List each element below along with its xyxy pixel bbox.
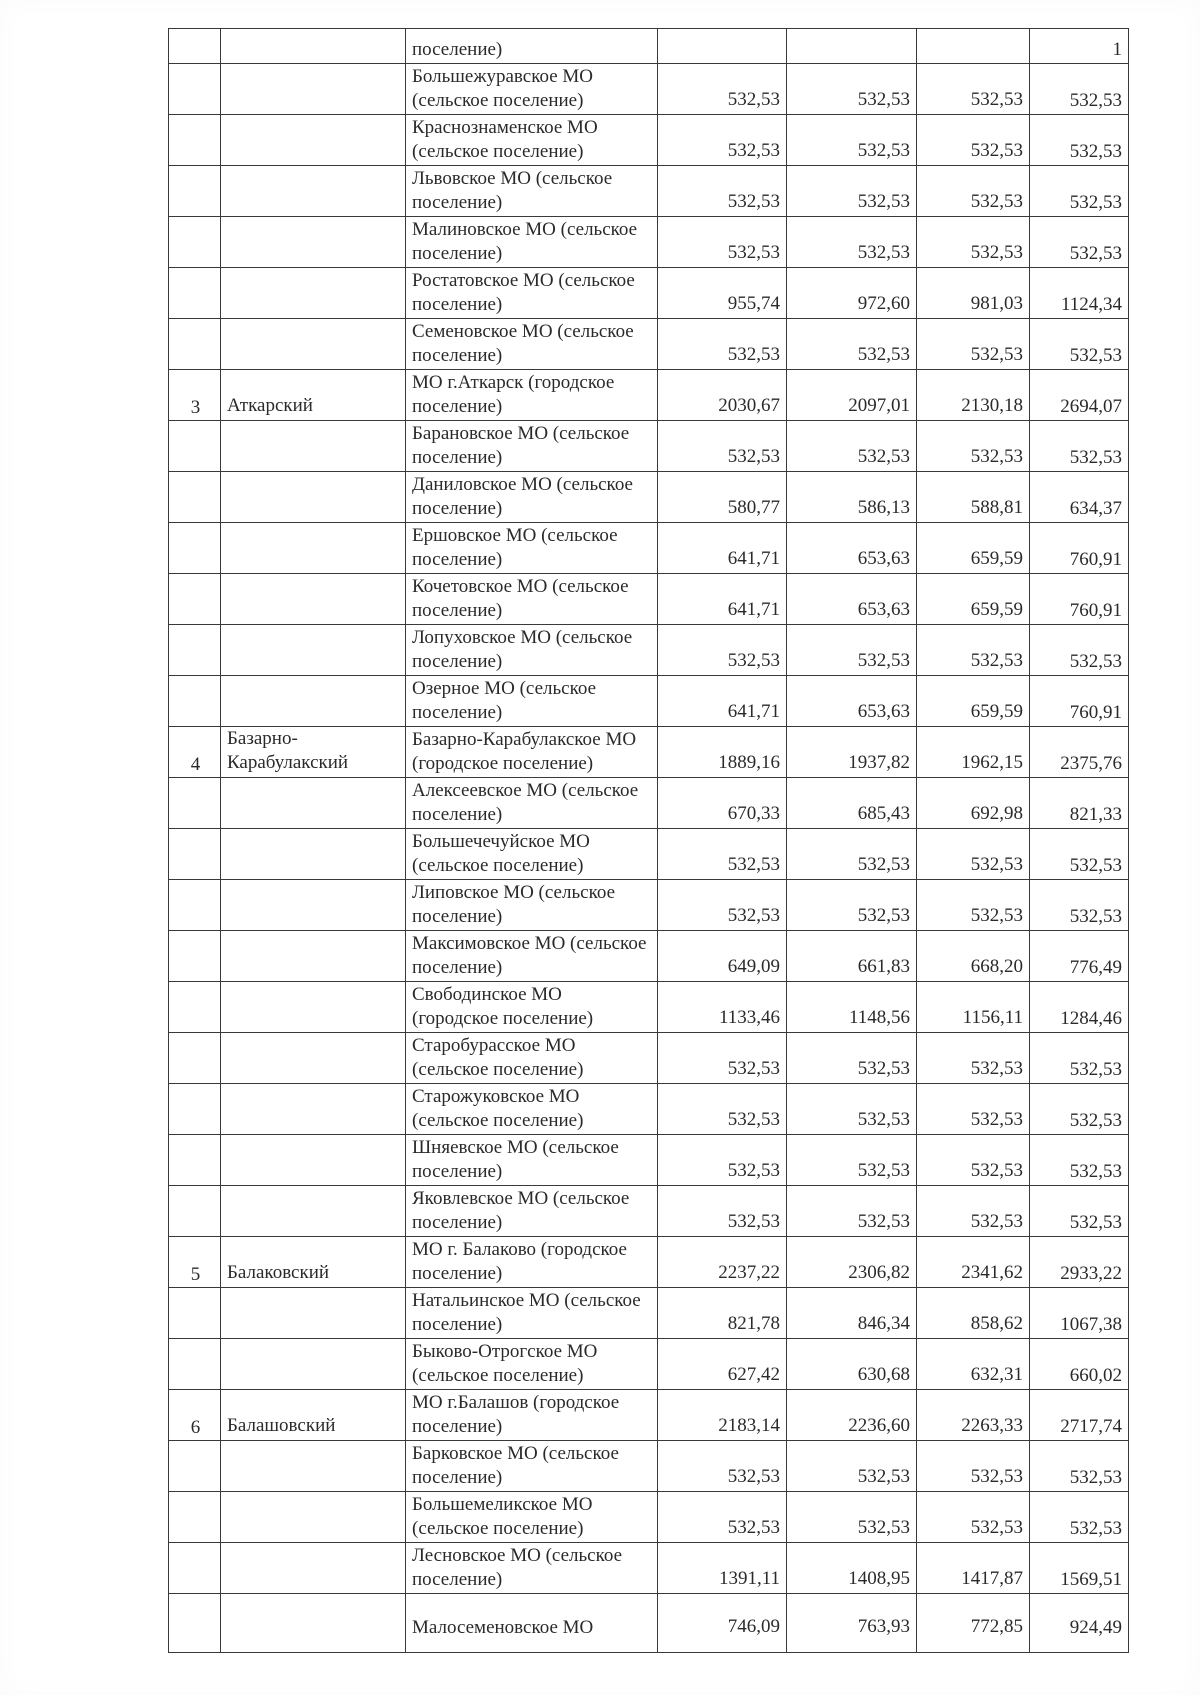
row-number-cell	[169, 472, 221, 523]
table-row	[169, 1441, 1129, 1492]
value-4-text: 2375,76	[1060, 753, 1122, 774]
row-number-cell	[169, 319, 221, 370]
row-number-cell	[169, 1339, 221, 1390]
row-number-cell	[169, 574, 221, 625]
table-row	[169, 319, 1129, 370]
value-3-cell: 659,59	[917, 676, 1030, 727]
value-2-cell: 1937,82	[787, 727, 917, 778]
row-number-cell	[169, 778, 221, 829]
municipality-cell: Липовское МО (сельское поселение)	[406, 880, 658, 931]
value-2-cell: 1148,56	[787, 982, 917, 1033]
row-number-cell	[169, 29, 221, 64]
value-4-cell	[1030, 1033, 1129, 1084]
value-3-cell: 532,53	[917, 1441, 1030, 1492]
value-3-cell: 659,59	[917, 574, 1030, 625]
value-2-cell: 653,63	[787, 676, 917, 727]
municipality-cell: Быково-Отрогское МО (сельское поселение)	[406, 1339, 658, 1390]
municipality-cell: Ростатовское МО (сельское поселение)	[406, 268, 658, 319]
value-4-cell	[1030, 166, 1129, 217]
row-number-cell	[169, 166, 221, 217]
value-1-cell: 532,53	[658, 1492, 787, 1543]
table-row	[169, 1288, 1129, 1339]
value-4-text: 1067,38	[1060, 1314, 1122, 1335]
municipality-cell: поселение)	[406, 29, 658, 64]
table-row	[169, 880, 1129, 931]
row-number-cell	[169, 1186, 221, 1237]
value-4-cell	[1030, 1186, 1129, 1237]
value-4-cell	[1030, 64, 1129, 115]
value-1-cell: 532,53	[658, 421, 787, 472]
municipality-cell: Большечечуйское МО (сельское поселение)	[406, 829, 658, 880]
value-1-cell: 670,33	[658, 778, 787, 829]
table-row	[169, 1543, 1129, 1594]
district-cell	[221, 778, 406, 829]
value-4-text: 532,53	[1069, 90, 1122, 111]
value-4-cell	[1030, 1492, 1129, 1543]
district-cell	[221, 115, 406, 166]
value-3-cell: 668,20	[917, 931, 1030, 982]
value-4-cell	[1030, 1543, 1129, 1594]
value-4-cell	[1030, 1390, 1129, 1441]
row-number-cell: 3	[169, 370, 221, 421]
municipality-cell: Натальинское МО (сельское поселение)	[406, 1288, 658, 1339]
value-2-cell: 532,53	[787, 1492, 917, 1543]
value-3-cell: 2130,18	[917, 370, 1030, 421]
value-4-cell	[1030, 1339, 1129, 1390]
table-row	[169, 166, 1129, 217]
value-2-cell: 532,53	[787, 166, 917, 217]
table-row	[169, 778, 1129, 829]
municipality-cell: Барковское МО (сельское поселение)	[406, 1441, 658, 1492]
value-4-cell	[1030, 727, 1129, 778]
municipality-cell: Краснознаменское МО (сельское поселение)	[406, 115, 658, 166]
district-cell	[221, 625, 406, 676]
municipality-cell: МО г.Аткарск (городское поселение)	[406, 370, 658, 421]
value-3-cell: 858,62	[917, 1288, 1030, 1339]
value-2-cell: 2236,60	[787, 1390, 917, 1441]
value-1-cell: 580,77	[658, 472, 787, 523]
value-1-cell: 532,53	[658, 166, 787, 217]
value-1-cell: 532,53	[658, 1084, 787, 1135]
municipality-cell: Максимовское МО (сельское поселение)	[406, 931, 658, 982]
value-2-cell: 972,60	[787, 268, 917, 319]
value-4-text: 532,53	[1069, 345, 1122, 366]
value-1-cell: 2183,14	[658, 1390, 787, 1441]
value-3-cell: 1156,11	[917, 982, 1030, 1033]
table-row	[169, 523, 1129, 574]
value-1-cell: 955,74	[658, 268, 787, 319]
value-1-cell: 627,42	[658, 1339, 787, 1390]
value-4-text: 1284,46	[1060, 1008, 1122, 1029]
value-3-cell: 588,81	[917, 472, 1030, 523]
value-3-cell: 532,53	[917, 217, 1030, 268]
row-number-cell	[169, 268, 221, 319]
value-3-cell: 532,53	[917, 64, 1030, 115]
value-3-cell	[917, 29, 1030, 64]
table-row	[169, 829, 1129, 880]
row-number-cell	[169, 1288, 221, 1339]
municipality-cell: МО г.Балашов (городское поселение)	[406, 1390, 658, 1441]
value-3-cell: 981,03	[917, 268, 1030, 319]
municipality-cell: Кочетовское МО (сельское поселение)	[406, 574, 658, 625]
value-2-cell: 630,68	[787, 1339, 917, 1390]
municipality-cell: Базарно-Карабулакское МО (городское поселение)	[406, 727, 658, 778]
value-4-cell	[1030, 982, 1129, 1033]
value-2-cell: 653,63	[787, 574, 917, 625]
value-4-text: 2694,07	[1060, 396, 1122, 417]
value-1-cell: 641,71	[658, 676, 787, 727]
value-4-text: 2717,74	[1060, 1416, 1122, 1437]
table-row	[169, 29, 1129, 64]
value-3-cell: 1417,87	[917, 1543, 1030, 1594]
table-row	[169, 1237, 1129, 1288]
value-4-text: 532,53	[1069, 1110, 1122, 1131]
value-1-cell: 532,53	[658, 880, 787, 931]
municipality-cell: Барановское МО (сельское поселение)	[406, 421, 658, 472]
table-row	[169, 1084, 1129, 1135]
value-2-cell: 532,53	[787, 64, 917, 115]
value-2-cell: 586,13	[787, 472, 917, 523]
district-cell	[221, 829, 406, 880]
district-cell: Базарно-Карабулакский	[221, 727, 406, 778]
value-4-cell	[1030, 880, 1129, 931]
value-1-cell: 1889,16	[658, 727, 787, 778]
value-3-cell: 532,53	[917, 880, 1030, 931]
value-3-cell: 532,53	[917, 1186, 1030, 1237]
table-row	[169, 268, 1129, 319]
municipality-cell: Ершовское МО (сельское поселение)	[406, 523, 658, 574]
value-1-cell: 532,53	[658, 625, 787, 676]
value-4-cell	[1030, 1237, 1129, 1288]
value-3-cell: 532,53	[917, 421, 1030, 472]
value-4-text: 532,53	[1069, 192, 1122, 213]
row-number-cell	[169, 625, 221, 676]
value-1-cell: 649,09	[658, 931, 787, 982]
table-row	[169, 115, 1129, 166]
row-number-cell	[169, 217, 221, 268]
value-2-cell: 2306,82	[787, 1237, 917, 1288]
row-number-cell	[169, 421, 221, 472]
district-cell: Балашовский	[221, 1390, 406, 1441]
row-number-cell	[169, 1543, 221, 1594]
municipality-cell: Большежуравское МО (сельское поселение)	[406, 64, 658, 115]
municipality-cell: Свободинское МО (городское поселение)	[406, 982, 658, 1033]
value-1-cell: 1133,46	[658, 982, 787, 1033]
value-4-cell	[1030, 319, 1129, 370]
table-row	[169, 217, 1129, 268]
district-cell	[221, 29, 406, 64]
district-cell	[221, 1288, 406, 1339]
value-4-cell	[1030, 1288, 1129, 1339]
district-cell	[221, 1492, 406, 1543]
value-4-cell	[1030, 1594, 1129, 1653]
table-row	[169, 625, 1129, 676]
row-number-cell	[169, 115, 221, 166]
value-3-cell: 532,53	[917, 115, 1030, 166]
district-cell	[221, 523, 406, 574]
value-2-cell: 661,83	[787, 931, 917, 982]
municipality-cell: Лопуховское МО (сельское поселение)	[406, 625, 658, 676]
district-cell	[221, 1033, 406, 1084]
value-1-cell: 2237,22	[658, 1237, 787, 1288]
value-4-text: 1124,34	[1060, 294, 1122, 315]
table-row	[169, 370, 1129, 421]
table-row	[169, 1390, 1129, 1441]
value-4-text: 532,53	[1069, 141, 1122, 162]
district-cell	[221, 268, 406, 319]
value-4-text: 2933,22	[1060, 1263, 1122, 1284]
value-3-cell: 532,53	[917, 319, 1030, 370]
district-cell	[221, 1441, 406, 1492]
row-number-cell	[169, 1033, 221, 1084]
table-row	[169, 421, 1129, 472]
value-3-cell: 659,59	[917, 523, 1030, 574]
municipality-cell: Алексеевское МО (сельское поселение)	[406, 778, 658, 829]
municipality-cell: Старожуковское МО (сельское поселение)	[406, 1084, 658, 1135]
row-number-cell	[169, 523, 221, 574]
table-row	[169, 1339, 1129, 1390]
municipality-cell: Шняевское МО (сельское поселение)	[406, 1135, 658, 1186]
district-cell	[221, 472, 406, 523]
value-4-cell	[1030, 370, 1129, 421]
table-row	[169, 1033, 1129, 1084]
district-cell: Балаковский	[221, 1237, 406, 1288]
value-4-text: 532,53	[1069, 1518, 1122, 1539]
district-cell	[221, 1339, 406, 1390]
table-row	[169, 1135, 1129, 1186]
value-3-cell: 532,53	[917, 1135, 1030, 1186]
municipality-cell: Малиновское МО (сельское поселение)	[406, 217, 658, 268]
municipality-cell: МО г. Балаково (городское поселение)	[406, 1237, 658, 1288]
municipality-cell: Львовское МО (сельское поселение)	[406, 166, 658, 217]
district-cell	[221, 1186, 406, 1237]
row-number-cell	[169, 1594, 221, 1653]
value-1-cell: 532,53	[658, 829, 787, 880]
value-2-cell: 532,53	[787, 421, 917, 472]
district-cell	[221, 931, 406, 982]
value-3-cell: 1962,15	[917, 727, 1030, 778]
value-4-text: 924,49	[1069, 1616, 1122, 1638]
value-1-cell	[658, 29, 787, 64]
value-4-text: 532,53	[1069, 855, 1122, 876]
table-row	[169, 1186, 1129, 1237]
value-3-cell: 532,53	[917, 829, 1030, 880]
row-number-cell	[169, 931, 221, 982]
value-3-cell: 772,85	[917, 1594, 1030, 1653]
table-row	[169, 64, 1129, 115]
municipality-cell: Семеновское МО (сельское поселение)	[406, 319, 658, 370]
value-4-cell	[1030, 29, 1129, 64]
value-2-cell: 846,34	[787, 1288, 917, 1339]
district-cell	[221, 676, 406, 727]
row-number-cell	[169, 1492, 221, 1543]
value-3-cell: 532,53	[917, 1033, 1030, 1084]
value-4-cell	[1030, 778, 1129, 829]
value-4-cell	[1030, 1084, 1129, 1135]
municipality-cell: Большемеликское МО (сельское поселение)	[406, 1492, 658, 1543]
value-4-cell	[1030, 421, 1129, 472]
municipality-cell: Лесновское МО (сельское поселение)	[406, 1543, 658, 1594]
table-row	[169, 931, 1129, 982]
value-2-cell: 532,53	[787, 1441, 917, 1492]
row-number-cell	[169, 1135, 221, 1186]
value-4-text: 760,91	[1069, 600, 1122, 621]
value-4-cell	[1030, 625, 1129, 676]
value-3-cell: 692,98	[917, 778, 1030, 829]
value-4-text: 1569,51	[1060, 1569, 1122, 1590]
value-2-cell: 763,93	[787, 1594, 917, 1653]
value-2-cell: 532,53	[787, 1033, 917, 1084]
value-1-cell: 2030,67	[658, 370, 787, 421]
value-1-cell: 746,09	[658, 1594, 787, 1653]
value-4-cell	[1030, 115, 1129, 166]
value-1-cell: 532,53	[658, 1186, 787, 1237]
value-2-cell: 1408,95	[787, 1543, 917, 1594]
row-number-cell	[169, 829, 221, 880]
value-2-cell: 532,53	[787, 1135, 917, 1186]
row-number-cell: 6	[169, 1390, 221, 1441]
row-number-cell	[169, 676, 221, 727]
value-2-cell: 532,53	[787, 1084, 917, 1135]
value-1-cell: 532,53	[658, 115, 787, 166]
table-row	[169, 1492, 1129, 1543]
value-4-cell	[1030, 472, 1129, 523]
value-3-cell: 2341,62	[917, 1237, 1030, 1288]
value-2-cell: 532,53	[787, 625, 917, 676]
row-number-cell: 5	[169, 1237, 221, 1288]
row-number-cell	[169, 982, 221, 1033]
value-4-text: 760,91	[1069, 702, 1122, 723]
value-4-text: 660,02	[1069, 1365, 1122, 1386]
district-cell	[221, 1084, 406, 1135]
value-3-cell: 532,53	[917, 625, 1030, 676]
table-row	[169, 472, 1129, 523]
value-4-text: 1	[1112, 39, 1122, 60]
value-4-cell	[1030, 931, 1129, 982]
value-4-cell	[1030, 217, 1129, 268]
district-cell	[221, 880, 406, 931]
district-cell	[221, 319, 406, 370]
value-1-cell: 532,53	[658, 217, 787, 268]
value-4-cell	[1030, 574, 1129, 625]
value-4-cell	[1030, 829, 1129, 880]
value-3-cell: 532,53	[917, 166, 1030, 217]
row-number-cell: 4	[169, 727, 221, 778]
value-2-cell	[787, 29, 917, 64]
value-1-cell: 532,53	[658, 1135, 787, 1186]
municipality-cell: Даниловское МО (сельское поселение)	[406, 472, 658, 523]
tariff-table	[168, 28, 1129, 1653]
value-4-cell	[1030, 523, 1129, 574]
table-row	[169, 574, 1129, 625]
row-number-cell	[169, 1441, 221, 1492]
value-2-cell: 653,63	[787, 523, 917, 574]
value-2-cell: 685,43	[787, 778, 917, 829]
value-4-text: 532,53	[1069, 1059, 1122, 1080]
value-4-cell	[1030, 1441, 1129, 1492]
district-cell: Аткарский	[221, 370, 406, 421]
value-1-cell: 532,53	[658, 1441, 787, 1492]
table-row	[169, 982, 1129, 1033]
value-4-cell	[1030, 268, 1129, 319]
value-1-cell: 641,71	[658, 523, 787, 574]
value-3-cell: 532,53	[917, 1084, 1030, 1135]
value-3-cell: 632,31	[917, 1339, 1030, 1390]
district-cell	[221, 982, 406, 1033]
municipality-cell: Озерное МО (сельское поселение)	[406, 676, 658, 727]
table-body	[169, 29, 1129, 1653]
value-3-cell: 2263,33	[917, 1390, 1030, 1441]
value-2-cell: 532,53	[787, 1186, 917, 1237]
value-4-cell	[1030, 1135, 1129, 1186]
value-4-text: 821,33	[1069, 804, 1122, 825]
district-cell	[221, 166, 406, 217]
value-1-cell: 532,53	[658, 64, 787, 115]
value-2-cell: 532,53	[787, 880, 917, 931]
municipality-cell: Малосеменовское МО	[406, 1594, 658, 1653]
value-4-text: 532,53	[1069, 1161, 1122, 1182]
municipality-cell: Старобурасское МО (сельское поселение)	[406, 1033, 658, 1084]
table-row	[169, 676, 1129, 727]
value-2-cell: 532,53	[787, 115, 917, 166]
value-4-text: 532,53	[1069, 1212, 1122, 1233]
row-number-cell	[169, 880, 221, 931]
district-cell	[221, 64, 406, 115]
value-1-cell: 532,53	[658, 319, 787, 370]
value-3-cell: 532,53	[917, 1492, 1030, 1543]
value-4-text: 532,53	[1069, 651, 1122, 672]
value-2-cell: 532,53	[787, 829, 917, 880]
district-cell	[221, 574, 406, 625]
value-4-text: 760,91	[1069, 549, 1122, 570]
district-cell	[221, 1543, 406, 1594]
value-2-cell: 532,53	[787, 217, 917, 268]
value-1-cell: 821,78	[658, 1288, 787, 1339]
row-number-cell	[169, 1084, 221, 1135]
municipality-cell: Яковлевское МО (сельское поселение)	[406, 1186, 658, 1237]
value-2-cell: 532,53	[787, 319, 917, 370]
table-row	[169, 727, 1129, 778]
table-row	[169, 1594, 1129, 1653]
value-4-text: 532,53	[1069, 243, 1122, 264]
value-4-cell	[1030, 676, 1129, 727]
value-4-text: 532,53	[1069, 447, 1122, 468]
value-4-text: 532,53	[1069, 1467, 1122, 1488]
value-1-cell: 532,53	[658, 1033, 787, 1084]
district-cell	[221, 217, 406, 268]
district-cell	[221, 1594, 406, 1653]
district-cell	[221, 1135, 406, 1186]
value-4-text: 532,53	[1069, 906, 1122, 927]
row-number-cell	[169, 64, 221, 115]
value-4-text: 634,37	[1069, 498, 1122, 519]
district-cell	[221, 421, 406, 472]
value-2-cell: 2097,01	[787, 370, 917, 421]
value-4-text: 776,49	[1069, 957, 1122, 978]
value-1-cell: 1391,11	[658, 1543, 787, 1594]
value-1-cell: 641,71	[658, 574, 787, 625]
